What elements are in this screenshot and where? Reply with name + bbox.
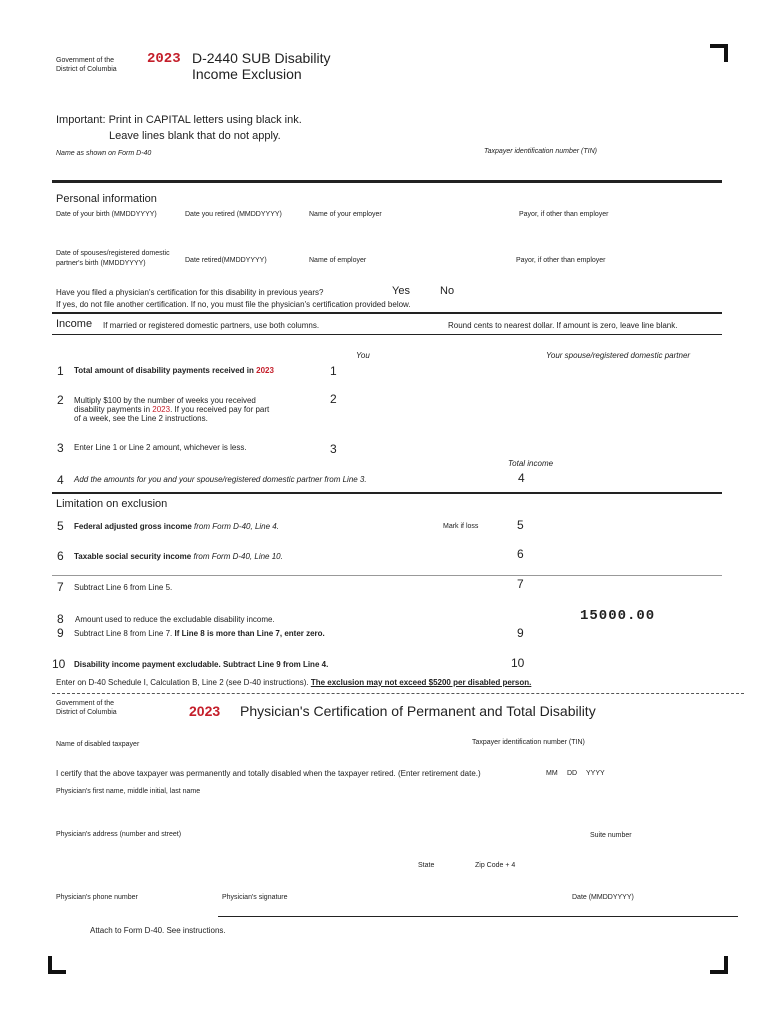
prior-cert-question: Have you filed a physician's certification for this disability in previous years? [56, 288, 324, 297]
income-subheading: If married or registered domestic partners, use both columns. [103, 321, 320, 330]
line-4-text: Add the amounts for you and your spouse/registered domestic partner from Line 3. [74, 475, 367, 484]
line-9-number: 9 [57, 626, 64, 640]
important-line-1: Important: Print in CAPITAL letters using black ink. [56, 114, 302, 126]
line-7-input[interactable] [532, 576, 712, 592]
line-10-text: Disability income payment excludable. Subtract Line 9 from Line 4. [74, 660, 329, 669]
line-4-number: 4 [57, 473, 64, 487]
spouse-dob-label-1: Date of spouses/registered domestic [56, 250, 170, 257]
cert-tin-input[interactable] [472, 750, 712, 764]
line-6-number: 6 [57, 549, 64, 563]
employer-label: Name of your employer [309, 211, 382, 218]
suite-input[interactable] [590, 842, 710, 858]
line-3-box-label: 3 [330, 442, 337, 456]
form-title-line1: D-2440 SUB Disability [192, 50, 331, 66]
line-5-number: 5 [57, 519, 64, 533]
income-heading: Income [56, 318, 93, 330]
prior-cert-note: If yes, do not file another certification. If no, you must file the physician's certification provided below. [56, 300, 411, 309]
line-4-input[interactable] [532, 470, 712, 486]
yes-option[interactable]: Yes [392, 285, 410, 297]
mark-if-loss-label: Mark if loss [443, 523, 479, 530]
physician-name-input[interactable] [56, 800, 706, 818]
line-8-text: Amount used to reduce the excludable disability income. [75, 615, 275, 624]
line-7-text: Subtract Line 6 from Line 5. [74, 583, 173, 592]
zip-label: Zip Code + 4 [475, 862, 516, 869]
limitation-heading: Limitation on exclusion [56, 498, 168, 510]
you-column-label: You [356, 351, 370, 360]
physician-address-label: Physician's address (number and street) [56, 831, 182, 838]
line-1-spouse-input[interactable] [530, 362, 710, 378]
name-field-label: Name as shown on Form D-40 [56, 150, 152, 157]
signature-line [218, 916, 738, 917]
line-5-text: Federal adjusted gross income from Form D-40, Line 4. [74, 522, 279, 531]
form-title-line2: Income Exclusion [192, 66, 302, 82]
line-1-number: 1 [57, 364, 64, 378]
suite-label: Suite number [590, 832, 632, 839]
line-2-text-3: of a week, see the Line 2 instructions. [74, 414, 208, 423]
line-2-text-1: Multiply $100 by the number of weeks you received [74, 396, 256, 405]
mark-if-loss-checkbox[interactable] [486, 520, 498, 532]
line-3-spouse-input[interactable] [530, 440, 710, 456]
physician-name-label: Physician's first name, middle initial, last name [56, 788, 201, 795]
certify-statement: I certify that the above taxpayer was permanently and totally disabled when the taxpayer retired. (Enter retirement date.) [56, 769, 481, 778]
form-year: 2023 [147, 51, 181, 67]
line-3-you-input[interactable] [345, 440, 515, 456]
line-1-box-label: 1 [330, 364, 337, 378]
cert-title: Physician's Certification of Permanent and Total Disability [240, 703, 596, 719]
round-note: Round cents to nearest dollar. If amount is zero, leave line blank. [448, 321, 678, 330]
line-10-number: 10 [52, 657, 66, 671]
tin-field-label: Taxpayer identification number (TIN) [484, 148, 597, 155]
line-2-box-label: 2 [330, 392, 337, 406]
dob-label: Date of your birth (MMDDYYYY) [56, 211, 157, 218]
cert-year: 2023 [189, 703, 221, 719]
mm-label: MM [546, 770, 558, 777]
divider-thick-1 [52, 180, 722, 183]
line-4-box-label: 4 [518, 471, 525, 485]
state-label: State [418, 862, 435, 869]
cert-gov-label-2: District of Columbia [56, 709, 117, 716]
cert-gov-label-1: Government of the [56, 700, 114, 707]
enter-on-note: Enter on D-40 Schedule I, Calculation B, Line 2 (see D-40 instructions). The exclusion may not exceed $5200 per disabled person. [56, 678, 532, 687]
state-input[interactable] [418, 872, 463, 886]
line-2-number: 2 [57, 393, 64, 407]
line-7-number: 7 [57, 580, 64, 594]
line-2-text-2: disability payments in 2023. If you received pay for part [74, 405, 270, 414]
personal-heading: Personal information [56, 193, 157, 205]
line-1-text: Total amount of disability payments received in 2023 [74, 366, 274, 375]
corner-mark-bottom-left [48, 956, 66, 974]
signature-label: Physician's signature [222, 894, 288, 901]
line-8-value[interactable]: 15000.00 [580, 608, 656, 624]
dd-label: DD [567, 770, 578, 777]
retired-label: Date you retired (MMDDYYYY) [185, 211, 282, 218]
important-line-2: Leave lines blank that do not apply. [109, 130, 281, 142]
divider-4 [52, 492, 722, 494]
gov-label-2: District of Columbia [56, 66, 117, 73]
line-2-you-input[interactable] [345, 392, 515, 408]
total-income-label: Total income [508, 459, 554, 468]
attach-note: Attach to Form D-40. See instructions. [90, 926, 226, 935]
name-input[interactable] [56, 160, 476, 178]
payor-label: Payor, if other than employer [519, 211, 609, 218]
line-3-number: 3 [57, 441, 64, 455]
gov-label-1: Government of the [56, 57, 114, 64]
divider-3 [52, 334, 722, 335]
phone-input[interactable] [56, 904, 206, 918]
line-3-text: Enter Line 1 or Line 2 amount, whichever is less. [74, 443, 247, 452]
spouse-retired-label: Date retired(MMDDYYYY) [185, 257, 267, 264]
line-5-input[interactable] [532, 516, 712, 532]
line-6-text: Taxable social security income from Form D-40, Line 10. [74, 552, 283, 561]
no-option[interactable]: No [440, 285, 455, 297]
spouse-dob-label-2: partner's birth (MMDDYYYY) [56, 260, 146, 267]
line-10-input[interactable] [532, 654, 712, 670]
tin-input[interactable] [484, 160, 714, 178]
divider-2 [52, 312, 722, 314]
line-6-box-label: 6 [517, 547, 524, 561]
corner-mark-bottom-right [710, 956, 728, 974]
line-9-text: Subtract Line 8 from Line 7. If Line 8 is more than Line 7, enter zero. [74, 629, 325, 638]
phone-label: Physician's phone number [56, 894, 138, 901]
cert-tin-label: Taxpayer identification number (TIN) [472, 739, 585, 746]
disabled-name-label: Name of disabled taxpayer [56, 741, 140, 748]
line-9-box-label: 9 [517, 626, 524, 640]
disabled-name-input[interactable] [56, 750, 456, 764]
date-label: Date (MMDDYYYY) [572, 894, 634, 901]
spouse-payor-label: Payor, if other than employer [516, 257, 606, 264]
line-10-box-label: 10 [511, 656, 525, 670]
line-5-box-label: 5 [517, 518, 524, 532]
line-1-you-input[interactable] [345, 362, 515, 378]
line-8-number: 8 [57, 612, 64, 626]
line-7-box-label: 7 [517, 577, 524, 591]
line-6-input[interactable] [532, 545, 712, 561]
physician-address-input[interactable] [56, 842, 576, 858]
corner-mark-top-right [710, 44, 728, 62]
line-2-spouse-input[interactable] [530, 392, 710, 408]
cut-line [52, 693, 744, 694]
spouse-column-label: Your spouse/registered domestic partner [546, 351, 691, 360]
line-9-input[interactable] [532, 624, 712, 640]
zip-input[interactable] [475, 872, 585, 886]
spouse-employer-label: Name of employer [309, 257, 367, 264]
yyyy-label: YYYY [586, 770, 605, 777]
